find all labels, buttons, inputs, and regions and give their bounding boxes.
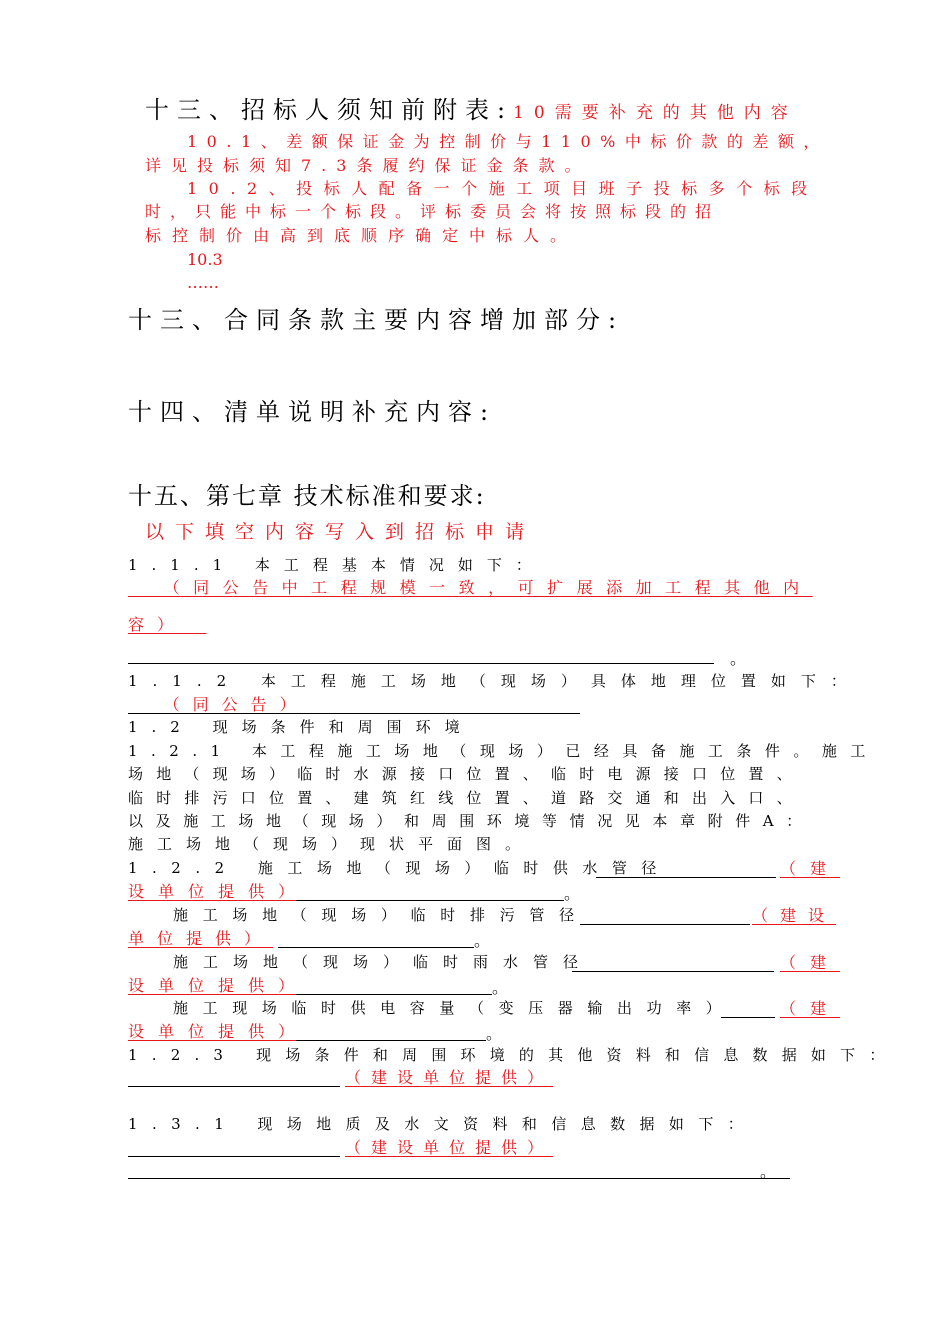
para-10-2-line2: 时，只能中标一个标段。评标委员会将按照标段的招 (145, 202, 721, 221)
item-1-2-1-line4: 以及施工场地（现场）和周围环境等情况见本章附件A： (128, 812, 814, 830)
item-1-3-1: 1.3.1 现场地质及水文资料和信息数据如下： (128, 1115, 758, 1133)
end-mark-power: 。 (486, 1024, 503, 1043)
item-drainage: 施工场地（现场）临时排污管径 (173, 906, 589, 924)
water-supply-provider-2: 设单位提供） (128, 882, 309, 901)
item-1-1-1-fill-line1: （同公告中工程规模一致，可扩展添加工程其他内 (163, 578, 813, 597)
blank-1-3-1 (128, 1156, 340, 1157)
item-1-2-3-provider: （建设单位提供） (345, 1068, 554, 1087)
section-15-heading: 十五、第七章 技术标准和要求: (128, 482, 486, 510)
para-10-1-line2: 详见投标须知7.3条履约保证金条款。 (145, 156, 591, 175)
fill-in-note: 以下填空内容写入到招标申请 (145, 521, 536, 543)
drainage-provider-2: 单位提供） (128, 929, 274, 948)
blank-power (721, 1017, 775, 1018)
end-mark-water-supply: 。 (564, 884, 581, 903)
end-mark-drainage: 。 (474, 931, 491, 950)
item-1-1-1-fill-line2: 容） (128, 615, 187, 634)
blank-water-supply (596, 877, 776, 878)
item-1-2-1-line3: 临时排污口位置、建筑红线位置、道路交通和出入口、 (128, 789, 805, 807)
blank-rainwater-2 (296, 994, 492, 995)
para-10-1-line1: 10.1、差额保证金为控制价与110%中标价款的差额， (187, 132, 829, 151)
section-14-heading: 十四、清单说明补充内容: (128, 398, 497, 426)
item-1-2-1-line5: 施工场地（现场）现状平面图。 (128, 835, 535, 853)
para-10-3: 10.3 (187, 250, 223, 269)
item-power: 施工现场临时供电容量（变压器输出功率） (173, 999, 736, 1017)
item-rainwater: 施工场地（现场）临时雨水管径 (173, 953, 594, 971)
item-1-3-1-provider: （建设单位提供） (345, 1138, 554, 1157)
para-10-2-line3: 标控制价由高到底顺序确定中标人。 (145, 226, 578, 245)
blank-1-2-3 (128, 1086, 340, 1087)
section-13b-heading: 十三、合同条款主要内容增加部分: (128, 306, 625, 334)
para-ellipsis: …… (187, 273, 219, 292)
blank-water-supply-2 (296, 900, 564, 901)
blank-line-final (128, 1178, 790, 1179)
blank-drainage-2 (278, 947, 474, 948)
end-mark-rainwater: 。 (492, 978, 509, 997)
item-1-2-1-line2: 场地（现场）临时水源接口位置、临时电源接口位置、 (128, 765, 805, 783)
item-1-1-1: 1.1.1 本工程基本情况如下： (128, 556, 545, 574)
blank-line-1 (128, 663, 714, 664)
section-13a-heading: 十三、招标人须知前附表:10需要补充的其他内容 (145, 96, 798, 124)
item-1-2-3: 1.2.3 现场条件和周围环境的其他资料和信息数据如下： (128, 1046, 899, 1064)
blank-rainwater (572, 971, 774, 972)
rainwater-provider-1: （建 (780, 953, 841, 972)
item-1-2: 1.2 现场条件和周围环境 (128, 718, 474, 736)
para-10-2-line1: 10.2、投标人配备一个施工项目班子投标多个标段 (187, 179, 819, 198)
item-1-1-2-fill: （同公告） (163, 695, 309, 714)
water-supply-provider-1: （建 (780, 859, 841, 878)
item-1-2-2: 1.2.2 施工场地（现场）临时供水管径 (128, 859, 671, 877)
end-mark-final: 。 (760, 1162, 777, 1181)
blank-power-2 (296, 1040, 486, 1041)
end-mark-1: 。 (730, 649, 747, 668)
power-provider-2: 设单位提供） (128, 1022, 309, 1041)
item-1-2-1-line1: 1.2.1 本工程施工场地（现场）已经具备施工条件。施工 (128, 742, 879, 760)
item-1-1-2: 1.1.2 本工程施工场地（现场）具体地理位置如下： (128, 672, 861, 690)
blank-drainage (580, 924, 750, 925)
blank-line-2 (128, 713, 580, 714)
power-provider-1: （建 (780, 999, 841, 1018)
section-13a-heading-note: 10需要补充的其他内容 (513, 103, 798, 123)
drainage-provider-1: （建设 (752, 906, 837, 925)
rainwater-provider-2: 设单位提供） (128, 976, 309, 995)
